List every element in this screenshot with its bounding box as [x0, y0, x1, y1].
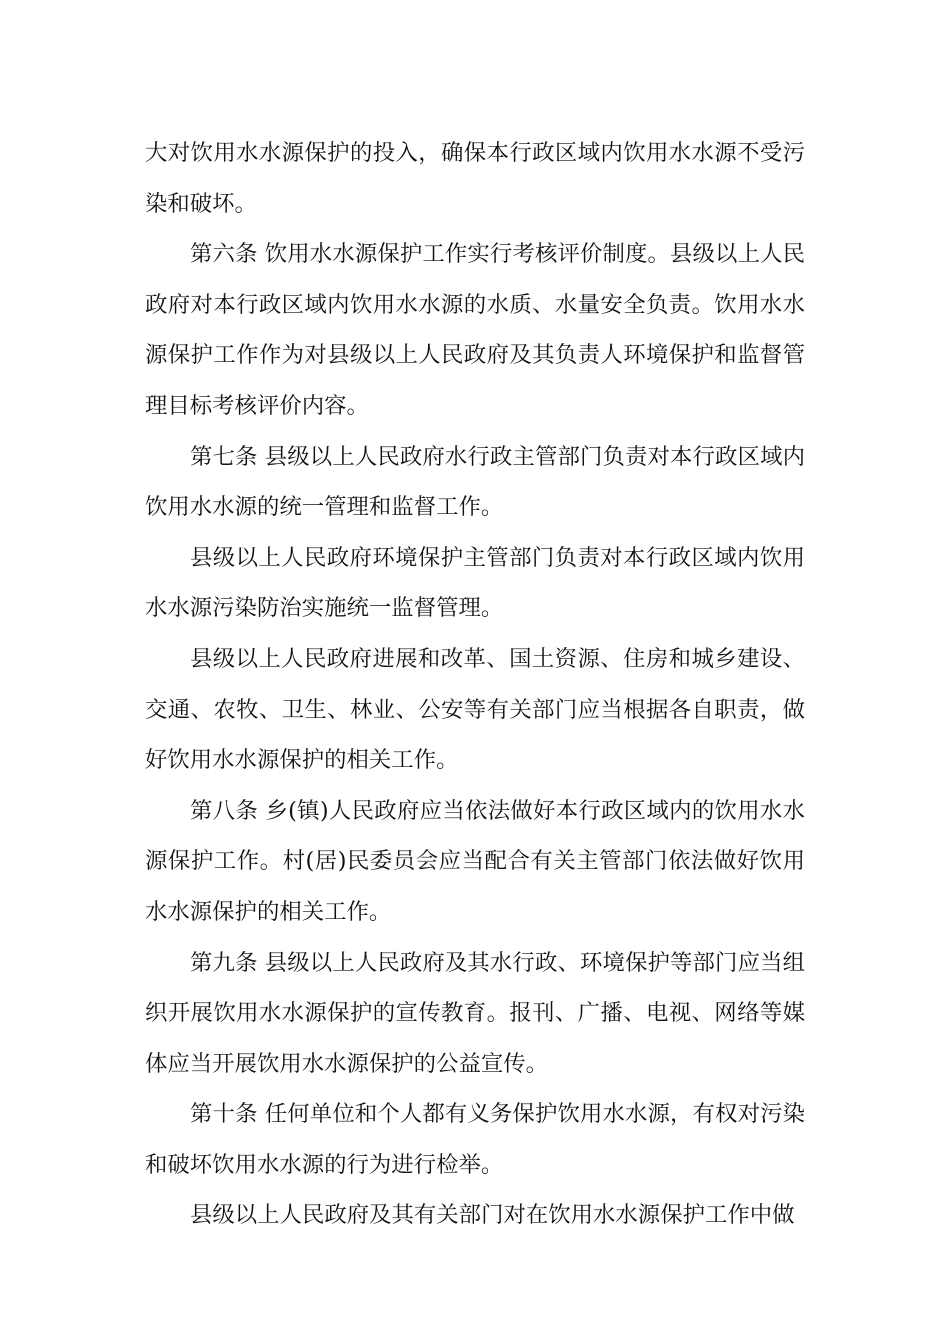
paragraph-article-9: 第九条 县级以上人民政府及其水行政、环境保护等部门应当组织开展饮用水水源保护的宣传教育。报刊、广播、电视、网络等媒体应当开展饮用水水源保护的公益宣传。	[145, 949, 805, 1077]
paragraph-article-7-env: 县级以上人民政府环境保护主管部门负责对本行政区域内饮用水水源污染防治实施统一监督管理。	[145, 544, 805, 622]
body-text	[145, 128, 805, 1241]
paragraph-article-10-gov: 县级以上人民政府及其有关部门对在饮用水水源保护工作中做	[190, 1202, 795, 1229]
paragraph-article-7-depts: 县级以上人民政府进展和改革、国土资源、住房和城乡建设、交通、农牧、卫生、林业、公安等有关部门应当根据各自职责，做好饮用水水源保护的相关工作。	[145, 645, 805, 774]
paragraph-article-6: 第六条 饮用水水源保护工作实行考核评价制度。县级以上人民政府对本行政区域内饮用水水源的水质、水量安全负责。饮用水水源保护工作作为对县级以上人民政府及其负责人环境保护和监督管理目标考核评价内容。	[145, 241, 805, 419]
paragraph-article-7: 第七条 县级以上人民政府水行政主管部门负责对本行政区域内饮用水水源的统一管理和监督工作。	[145, 443, 805, 521]
paragraph-continuation: 大对饮用水水源保护的投入，确保本行政区域内饮用水水源不受污染和破坏。	[145, 140, 805, 217]
paragraph-article-8: 第八条 乡(镇)人民政府应当依法做好本行政区域内的饮用水水源保护工作。村(居)民委员会应当配合有关主管部门依法做好饮用水水源保护的相关工作。	[145, 797, 805, 925]
paragraph-article-10: 第十条 任何单位和个人都有义务保护饮用水水源，有权对污染和破坏饮用水水源的行为进行检举。	[145, 1101, 805, 1178]
